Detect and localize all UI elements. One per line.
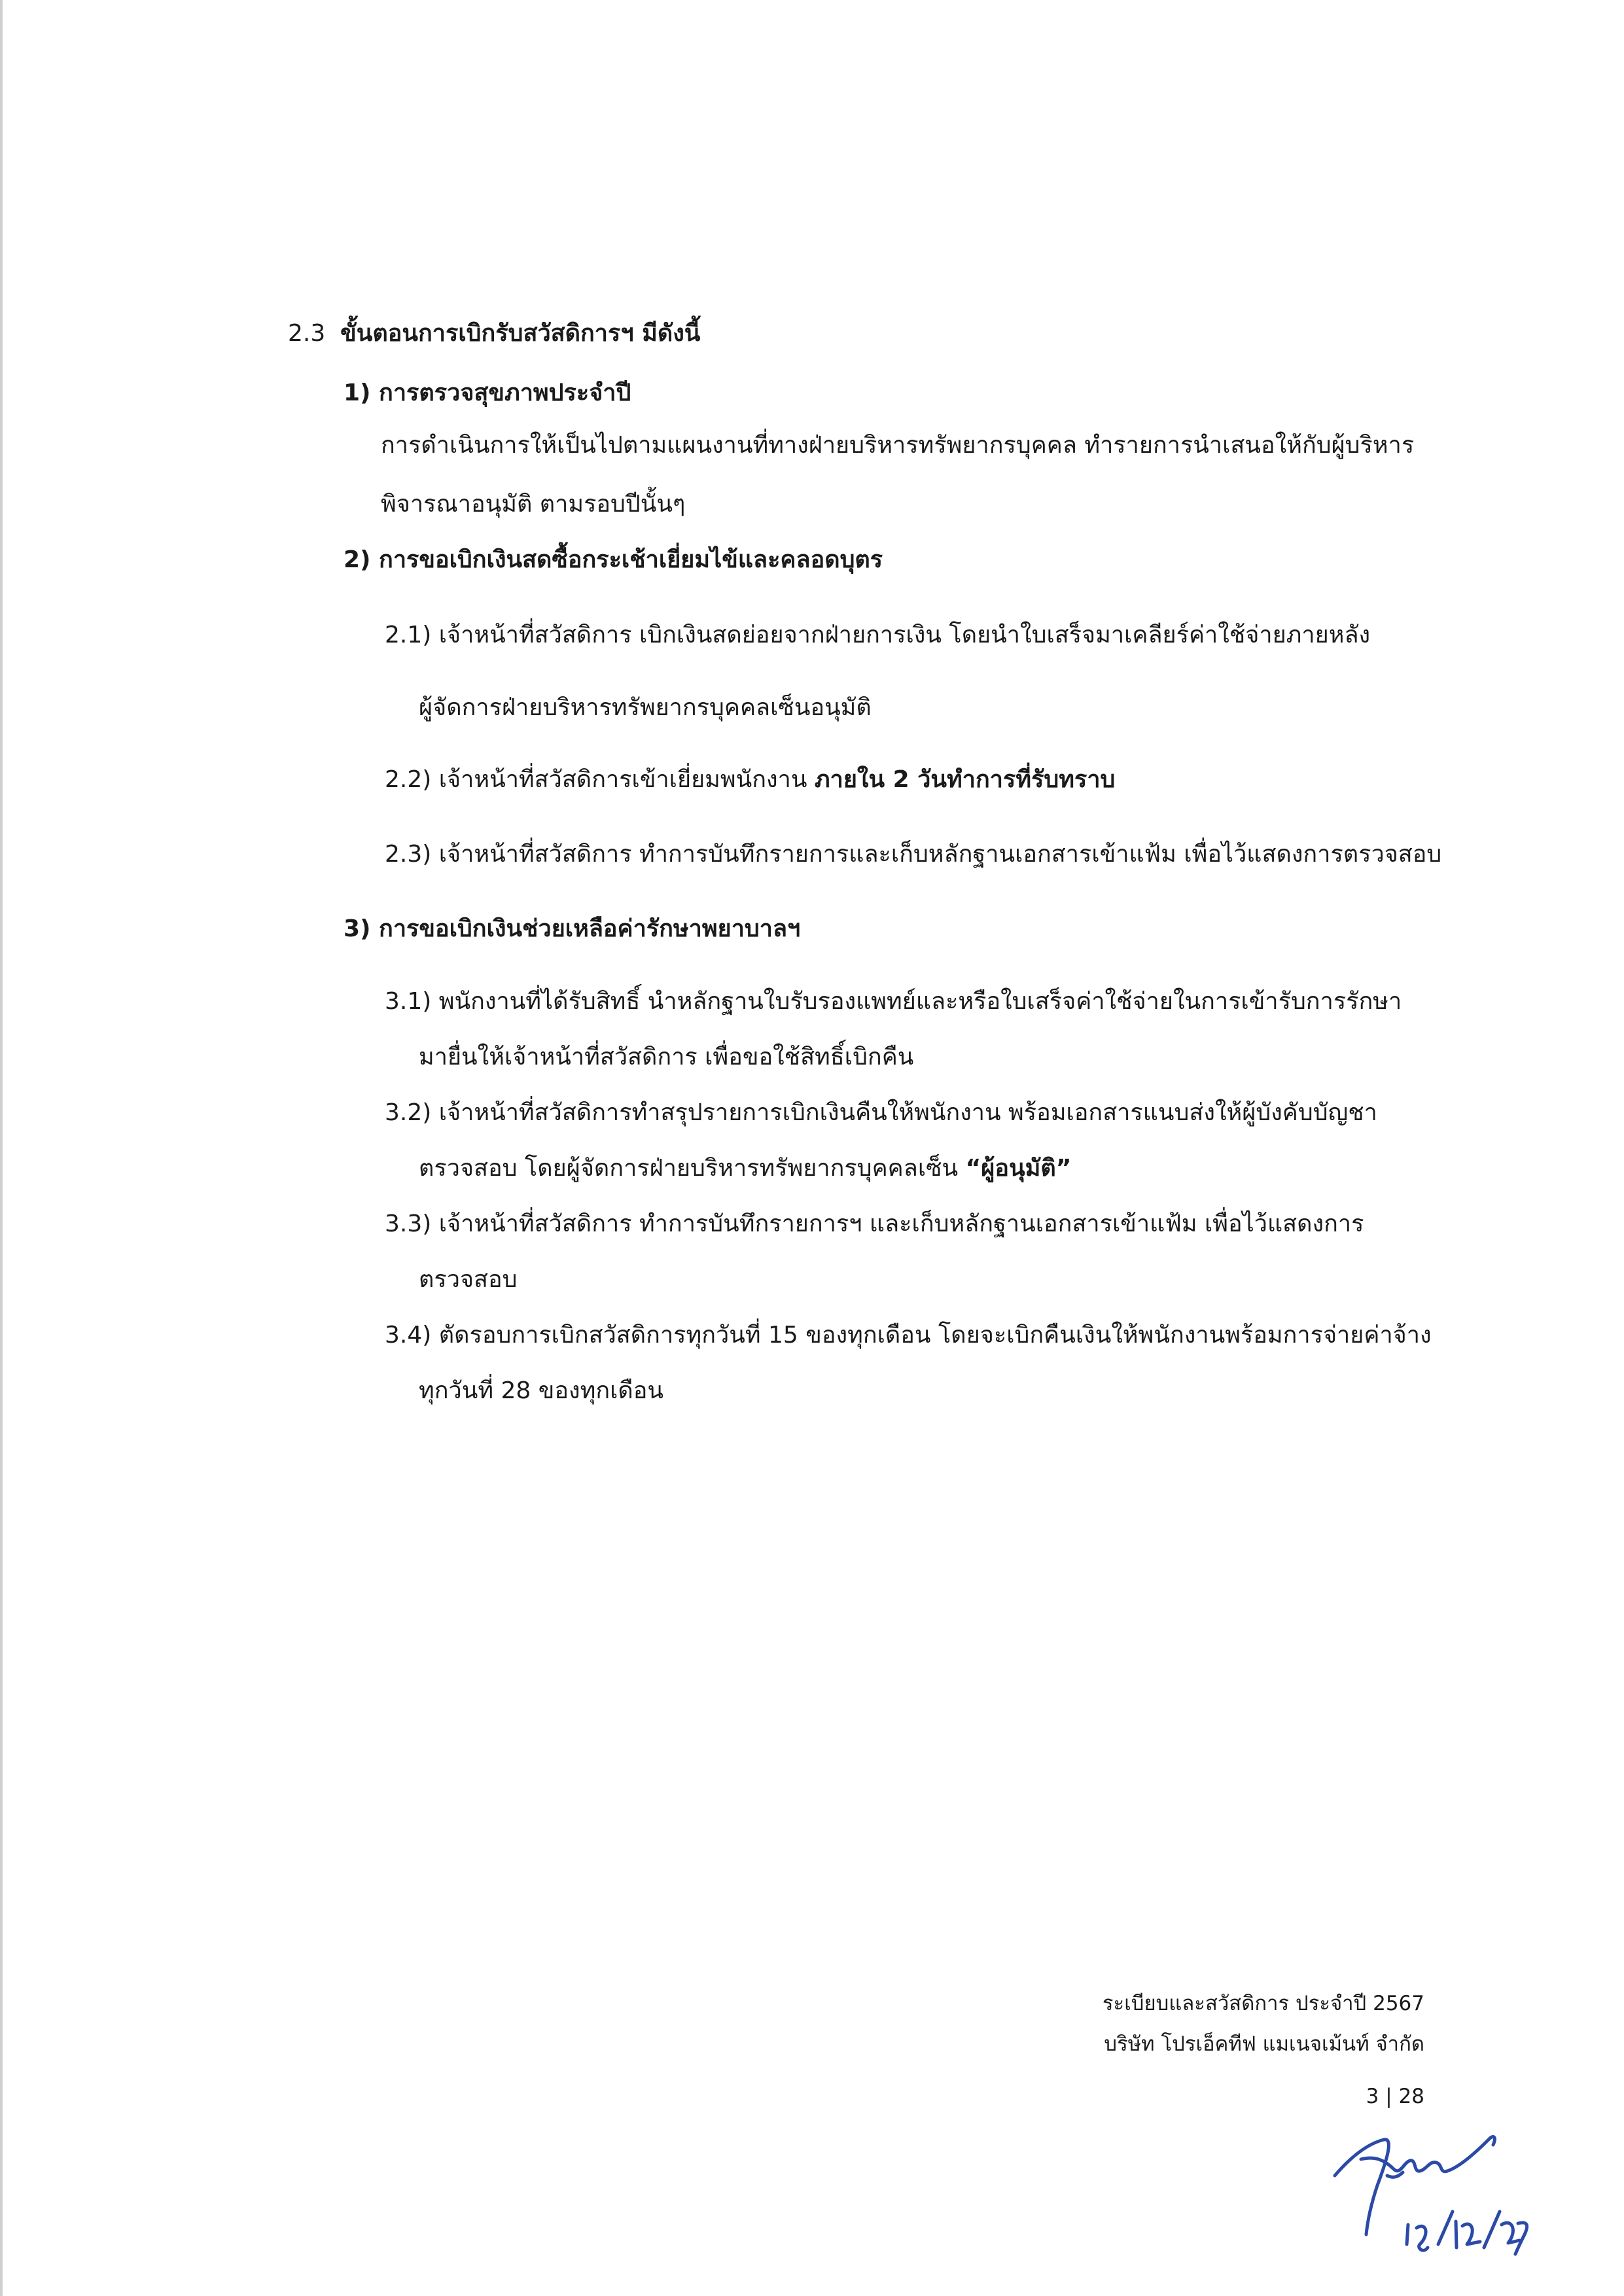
item2-sub3-number: 2.3): [385, 841, 432, 868]
section-heading: [288, 317, 700, 351]
item3-sub4-line2: ทุกวันที่ 28 ของทุกเดือน: [419, 1377, 664, 1404]
item3-sub1-line1: [385, 985, 1402, 1019]
item3-sub2-number: 3.2): [385, 1099, 432, 1126]
item2-sub1-number: 2.1): [385, 622, 432, 648]
item1-heading: 1) การตรวจสุขภาพประจำปี: [344, 380, 631, 406]
item2-sub2-text: เจ้าหน้าที่สวัสดิการเข้าเยี่ยมพนักงาน: [438, 766, 815, 793]
footer-line2: บริษัท โปรเอ็คทีฟ แมเนจเม้นท์ จำกัด: [1104, 2032, 1424, 2056]
item3-sub4-text: ตัดรอบการเบิกสวัสดิการทุกวันที่ 15 ของทุกเดือน โดยจะเบิกคืนเงินให้พนักงานพร้อมการจ่ายค่าจ้าง: [438, 1322, 1432, 1349]
item3-sub2-text2: ตรวจสอบ โดยผู้จัดการฝ่ายบริหารทรัพยากรบุคคลเซ็น: [419, 1155, 966, 1182]
section-title: ขั้นตอนการเบิกรับสวัสดิการฯ มีดังนี้: [340, 320, 701, 347]
item3-sub3-line1: [385, 1207, 1364, 1241]
section-number: 2.3: [288, 320, 326, 347]
item3-sub3-line2: ตรวจสอบ: [419, 1266, 518, 1293]
item1-body-line1: การดำเนินการให้เป็นไปตามแผนงานที่ทางฝ่ายบริหารทรัพยากรบุคคล ทำรายการนำเสนอให้กับผู้บริหาร: [381, 432, 1415, 459]
item3-sub2-line1: [385, 1096, 1377, 1130]
item3-sub1-text: พนักงานที่ได้รับสิทธิ์ นำหลักฐานใบรับรองแพทย์และหรือใบเสร็จค่าใช้จ่ายในการเข้ารับการรักษา: [438, 988, 1402, 1015]
item2-sub3: [385, 838, 1441, 872]
item2-sub3-text: เจ้าหน้าที่สวัสดิการ ทำการบันทึกรายการและเก็บหลักฐานเอกสารเข้าแฟ้ม เพื่อไว้แสดงการตรวจสอบ: [438, 841, 1442, 868]
item2-heading: 2) การขอเบิกเงินสดซื้อกระเช้าเยี่ยมไข้และคลอดบุตร: [344, 546, 883, 573]
item3-sub3-text: เจ้าหน้าที่สวัสดิการ ทำการบันทึกรายการฯ และเก็บหลักฐานเอกสารเข้าแฟ้ม เพื่อไว้แสดงการ: [438, 1210, 1364, 1237]
item3-sub4-line1: [385, 1318, 1432, 1352]
item3-sub1-number: 3.1): [385, 988, 432, 1015]
item2-sub1-line2: ผู้จัดการฝ่ายบริหารทรัพยากรบุคคลเซ็นอนุมัติ: [419, 694, 872, 721]
item3-sub4-number: 3.4): [385, 1322, 432, 1349]
item3-sub3-number: 3.3): [385, 1210, 432, 1237]
scan-edge: [0, 0, 3, 2296]
item3-sub2-text: เจ้าหน้าที่สวัสดิการทำสรุปรายการเบิกเงินคืนให้พนักงาน พร้อมเอกสารแนบส่งให้ผู้บังคับบัญชา: [438, 1099, 1377, 1126]
item3-heading: 3) การขอเบิกเงินช่วยเหลือค่ารักษาพยาบาลฯ: [344, 915, 801, 942]
item2-sub1-text: เจ้าหน้าที่สวัสดิการ เบิกเงินสดย่อยจากฝ่ายการเงิน โดยนำใบเสร็จมาเคลียร์ค่าใช้จ่ายภายหลัง: [438, 622, 1371, 648]
footer-line1: ระเบียบและสวัสดิการ ประจำปี 2567: [1102, 1992, 1424, 2015]
item2-sub2: [385, 763, 1115, 797]
item1-body-line2: พิจารณาอนุมัติ ตามรอบปีนั้นๆ: [381, 491, 686, 518]
handwritten-signature: [1322, 2113, 1551, 2277]
item2-sub2-bold: ภายใน 2 วันทำการที่รับทราบ: [814, 766, 1116, 793]
item2-sub2-number: 2.2): [385, 766, 432, 793]
item3-sub2-bold: “ผู้อนุมัติ”: [965, 1155, 1072, 1182]
item3-sub1-line2: มายื่นให้เจ้าหน้าที่สวัสดิการ เพื่อขอใช้สิทธิ์เบิกคืน: [419, 1044, 914, 1070]
item3-sub2-line2: [419, 1152, 1071, 1186]
page-number: 3 | 28: [1366, 2085, 1424, 2108]
item2-sub1-line1: [385, 618, 1370, 652]
